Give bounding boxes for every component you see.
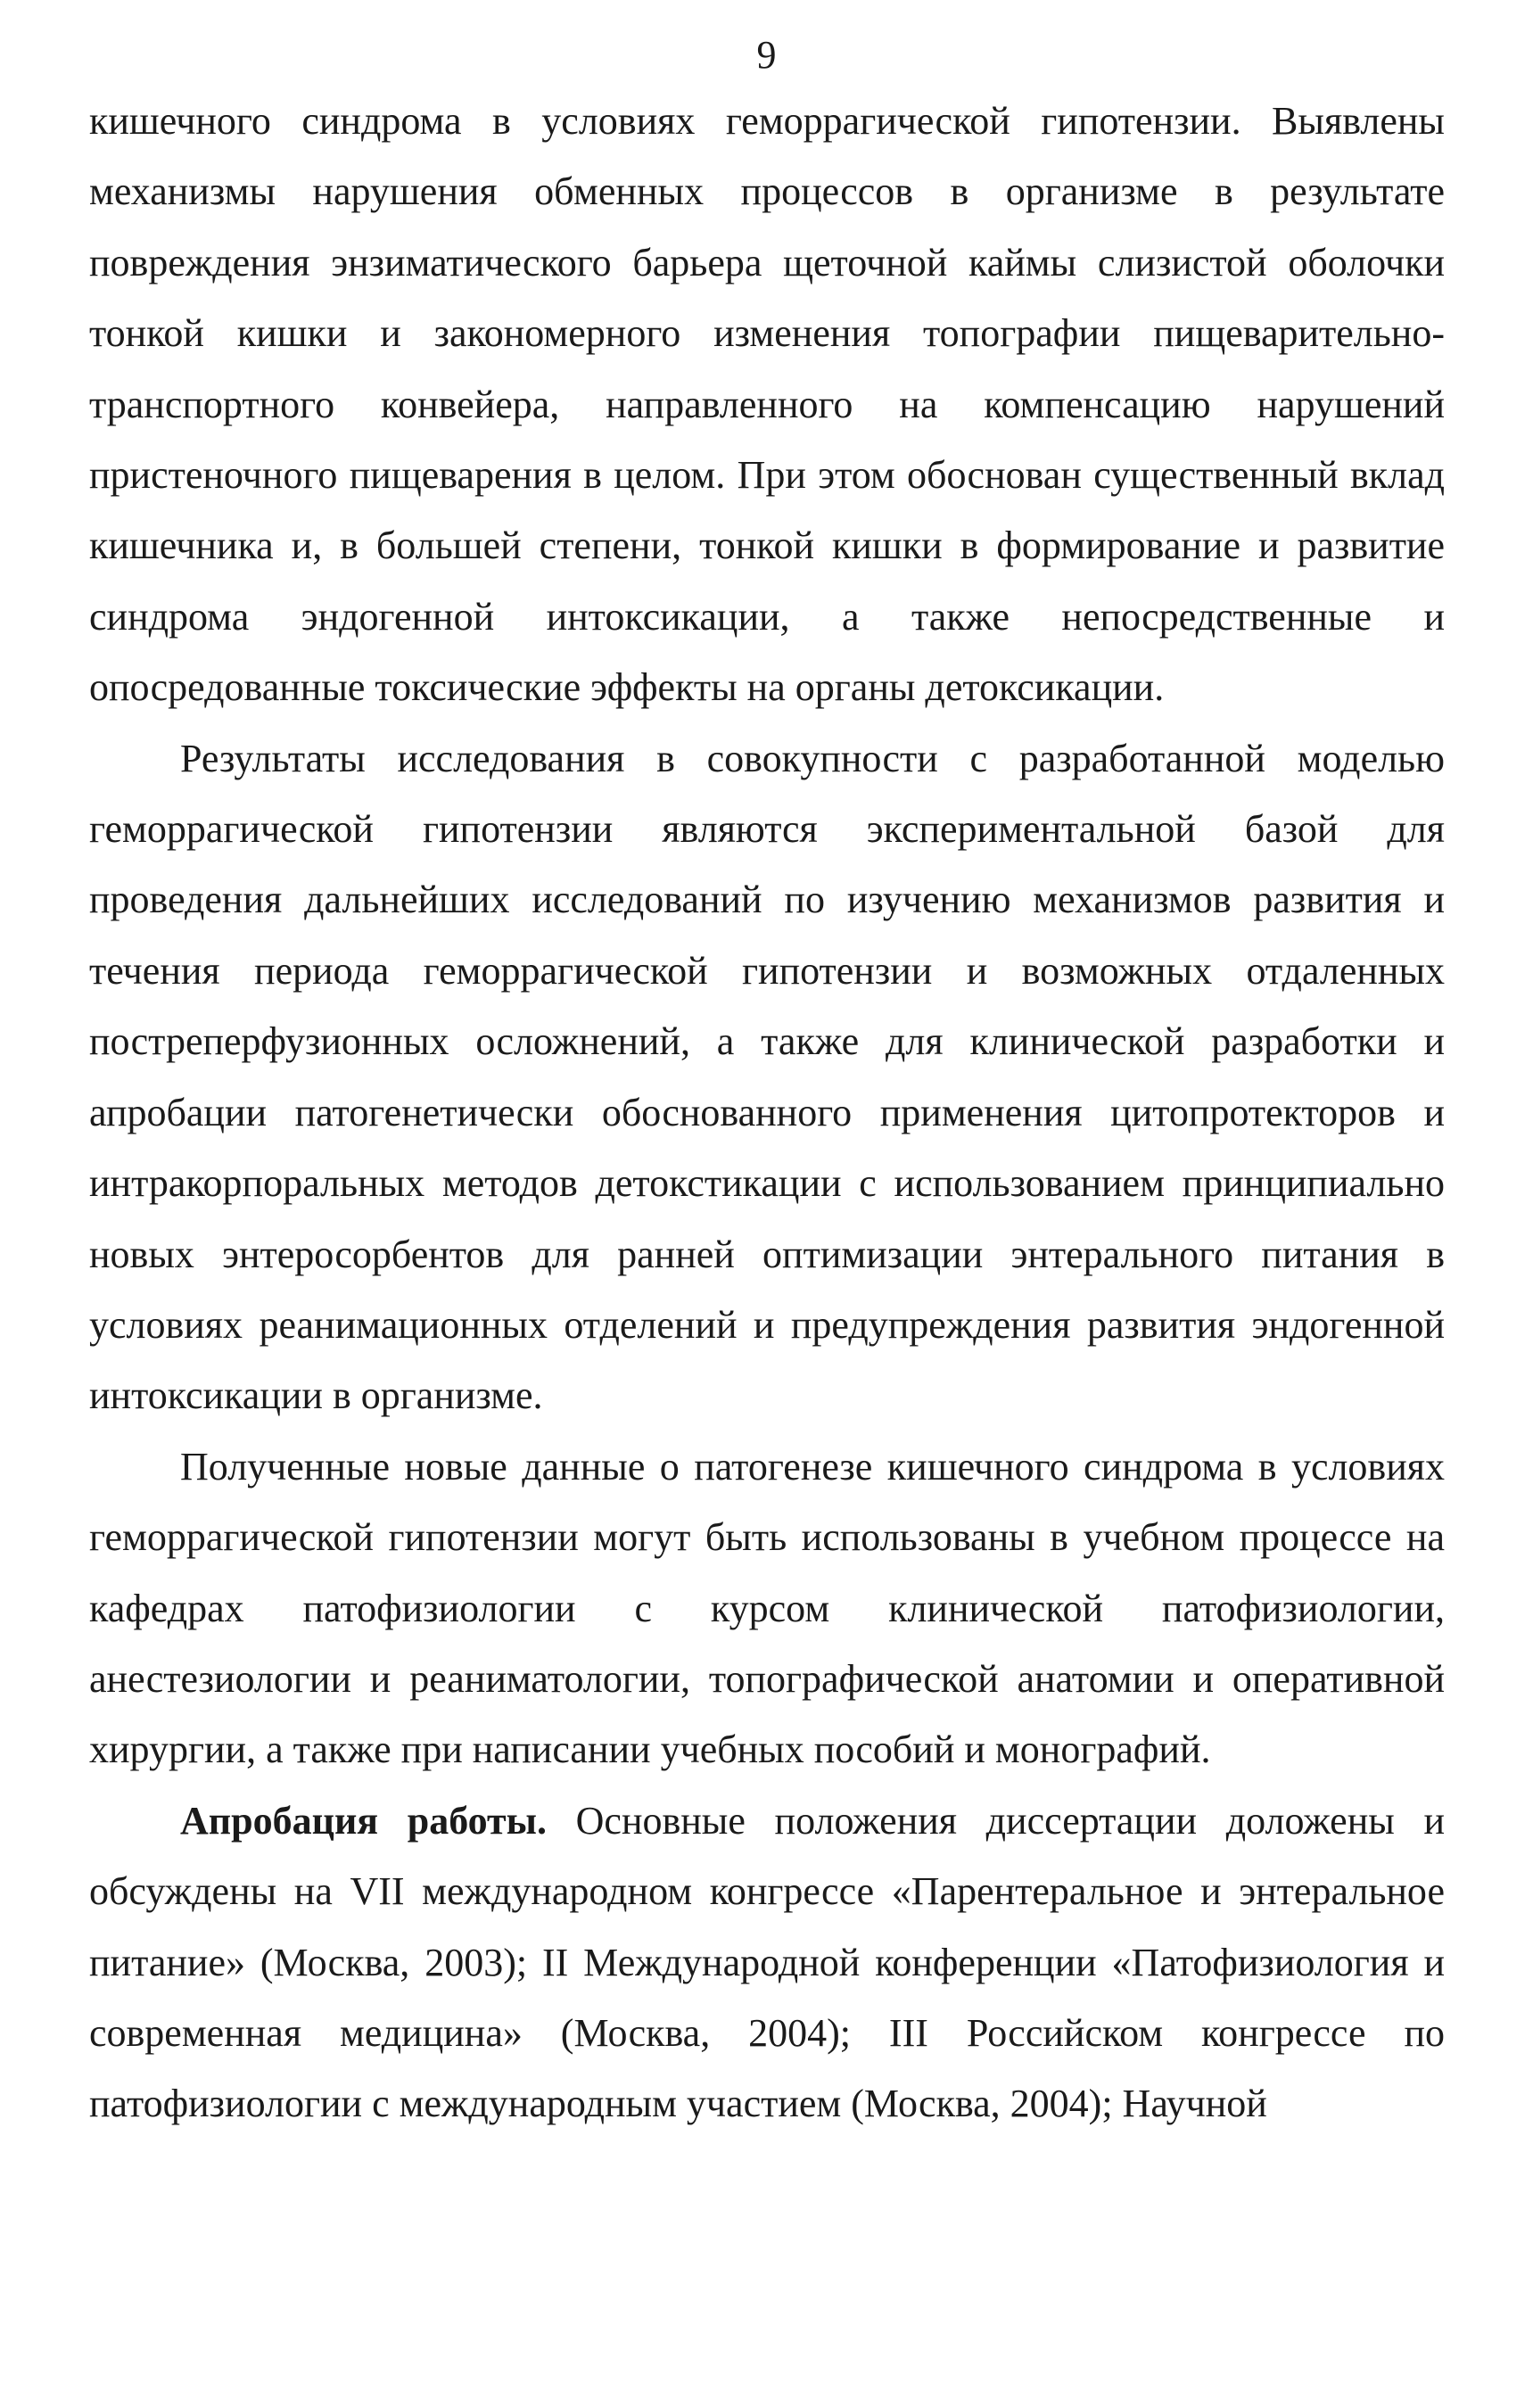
paragraph-approbation xyxy=(89,1785,1445,2140)
approbation-heading: Апробация работы. xyxy=(180,1798,548,1843)
paragraph-teaching-use: Полученные новые данные о патогенезе кишечного синдрома в условиях геморрагической гипотензии могут быть использованы в учебном процессе на кафедрах патофизиологии с курсом клинической патофизиологии, анестезиологии и реаниматологии, топографической анатомии и оперативной хирургии, а также при написании учебных пособий и монографий. xyxy=(89,1444,1445,1772)
approbation-text: Основные положения диссертации доложены и обсуждены на VII международном конгрессе «Парентеральное и энтеральное питание» (Москва, 2003); II Международной конференции «Патофизиология и современная медицина» (Москва, 2004); III Российском конгрессе по патофизиологии с международным участием (Москва, 2004); Научной xyxy=(89,1798,1445,2126)
page-number: 9 xyxy=(756,33,777,77)
paragraph-significance-continuation: кишечного синдрома в условиях геморрагической гипотензии. Выявлены механизмы нарушения обменных процессов в организме в результате повреждения энзиматического барьера щеточной каймы слизистой оболочки тонкой кишки и закономерного изменения топографии пищеварительно-транспортного конвейера, направленного на компенсацию нарушений пристеночного пищеварения в целом. При этом обоснован существенный вклад кишечника и, в большей степени, тонкой кишки в формирование и развитие синдрома эндогенной интоксикации, а также непосредственные и опосредованные токсические эффекты на органы детоксикации. xyxy=(89,99,1445,710)
body-text xyxy=(89,86,1445,2140)
paragraph-practical-significance: Результаты исследования в совокупности с разработанной моделью геморрагической гипотензии являются экспериментальной базой для проведения дальнейших исследований по изучению механизмов развития и течения периода геморрагической гипотензии и возможных отдаленных постреперфузионных осложнений, а также для клинической разработки и апробации патогенетически обоснованного применения цитопротекторов и интракорпоральных методов детокстикации с использованием принципиально новых энтеросорбентов для ранней оптимизации энтерального питания в условиях реанимационных отделений и предупреждения развития эндогенной интоксикации в организме. xyxy=(89,736,1445,1418)
